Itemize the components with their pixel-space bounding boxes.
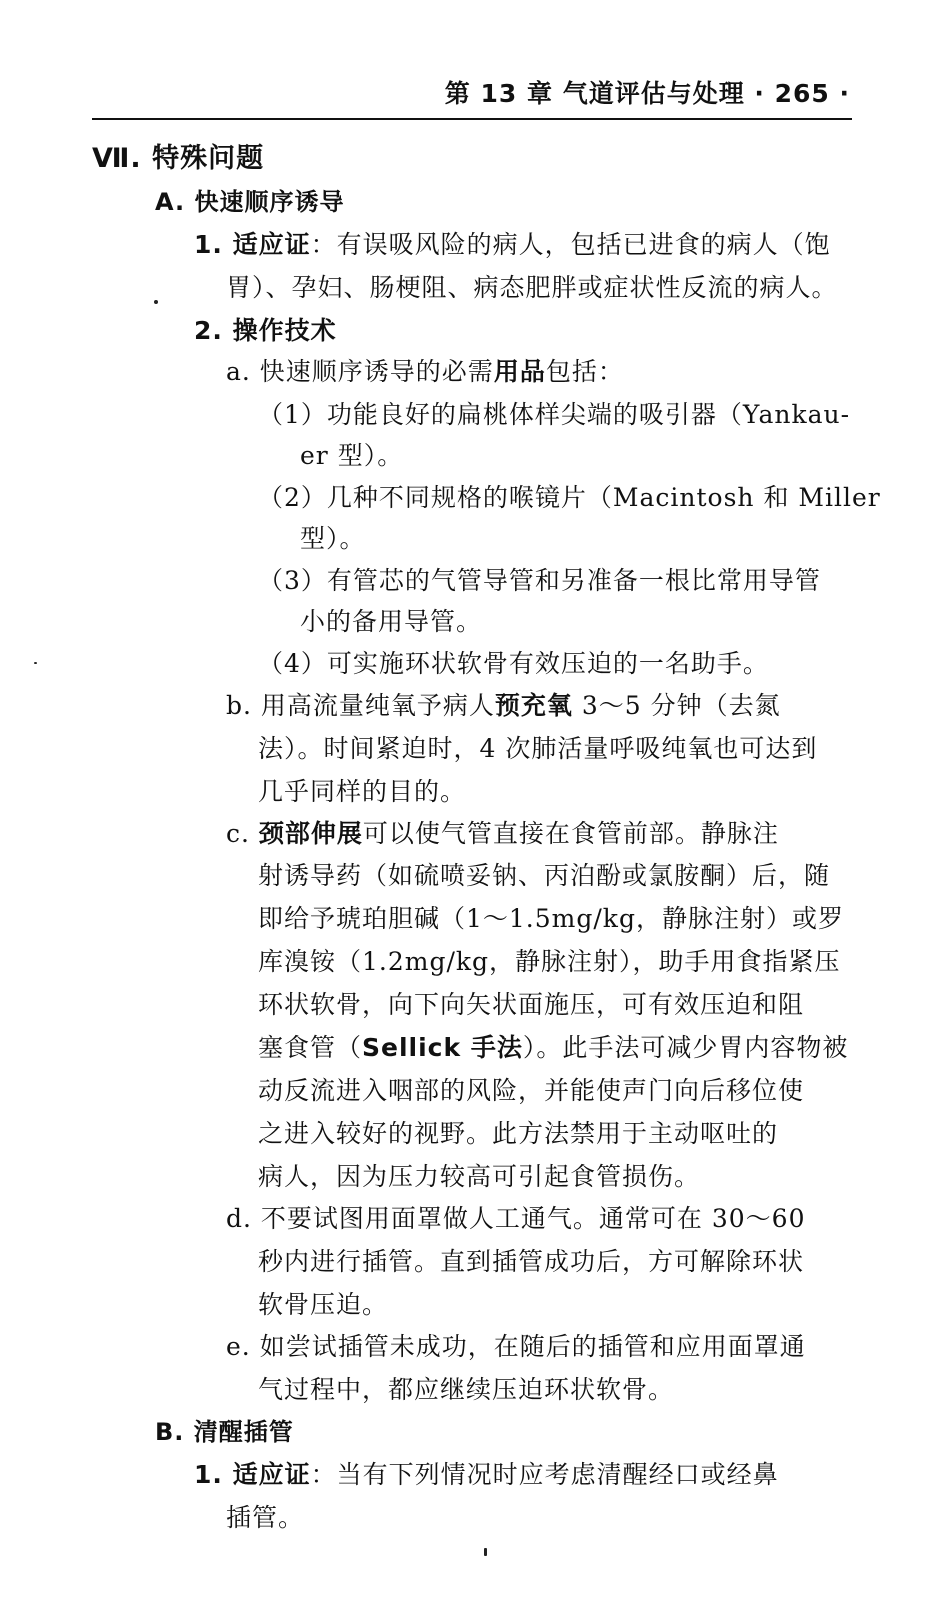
item-b-bold: 预充氧: [494, 691, 573, 720]
sub-2-line-1: （2）几种不同规格的喉镜片（Macintosh 和 Miller: [258, 483, 881, 512]
item-c-line-2: 射诱导药（如硫喷妥钠、丙泊酚或氯胺酮）后，随: [258, 861, 831, 890]
a1-text-1: ：有误吸风险的病人，包括已进食的病人（饱: [310, 230, 831, 259]
item-c-l6-tail: ）。此手法可减少胃内容物被: [522, 1033, 849, 1062]
item-c-l6-bold: Sellick 手法: [362, 1033, 523, 1062]
item-d-line-3: 软骨压迫。: [258, 1290, 389, 1319]
b1-label: 1. 适应证: [194, 1460, 311, 1489]
scan-speck: [484, 1548, 487, 1556]
sub-2-line-2: 型）。: [300, 524, 366, 553]
sub-1-line-1: （1）功能良好的扁桃体样尖端的吸引器（Yankau-: [258, 400, 851, 429]
item-a-line-1: [226, 356, 624, 388]
item-c-line-7: 动反流进入咽部的风险，并能使声门向后移位使: [258, 1076, 805, 1105]
item-c-line-8: 之进入较好的视野。此方法禁用于主动呕吐的: [258, 1119, 779, 1148]
item-b-tail: 3～5 分钟（去氮: [572, 691, 781, 720]
a1-label: 1. 适应证: [194, 230, 311, 259]
item-b-line-2: 法）。时间紧迫时，4 次肺活量呼吸纯氧也可达到: [258, 734, 818, 763]
item-d-line-1: d. 不要试图用面罩做人工通气。通常可在 30～60: [226, 1204, 806, 1233]
item-c-line-3: 即给予琥珀胆碱（1～1.5mg/kg，静脉注射）或罗: [258, 904, 844, 933]
running-header: 第 13 章 气道评估与处理 · 265 ·: [444, 79, 850, 108]
item-a-tail: 包括：: [545, 357, 624, 386]
item-b-line-3: 几乎同样的目的。: [258, 777, 467, 806]
item-a-text: a. 快速顺序诱导的必需: [226, 357, 494, 386]
scan-speck: [154, 300, 158, 304]
a2-heading: 2. 操作技术: [194, 316, 337, 345]
item-c-line-1: [226, 818, 779, 850]
item-c-l6-text: 塞食管（: [258, 1033, 363, 1062]
item-c-letter: c.: [226, 819, 259, 848]
subsection-a-heading: A. 快速顺序诱导: [155, 188, 345, 216]
item-c-line-9: 病人，因为压力较高可引起食管损伤。: [258, 1162, 701, 1191]
item-e-line-1: e. 如尝试插管未成功，在随后的插管和应用面罩通: [226, 1332, 806, 1361]
item-c-line-4: 库溴铵（1.2mg/kg，静脉注射），助手用食指紧压: [258, 947, 841, 976]
item-c-bold: 颈部伸展: [258, 819, 363, 848]
b1-line-1: [194, 1459, 779, 1491]
sub-3-line-2: 小的备用导管。: [300, 607, 483, 636]
item-d-line-2: 秒内进行插管。直到插管成功后，方可解除环状: [258, 1247, 805, 1276]
item-e-line-2: 气过程中，都应继续压迫环状软骨。: [258, 1375, 675, 1404]
item-b-text: b. 用高流量纯氧予病人: [226, 691, 495, 720]
item-c-line-5: 环状软骨，向下向矢状面施压，可有效压迫和阻: [258, 990, 805, 1019]
subsection-b-heading: B. 清醒插管: [155, 1418, 294, 1446]
header-rule: [92, 118, 852, 120]
sub-1-line-2: er 型）。: [300, 441, 404, 470]
section-heading: Ⅶ. 特殊问题: [92, 143, 265, 174]
item-c-tail: 可以使气管直接在食管前部。静脉注: [362, 819, 779, 848]
a1-line-1: [194, 229, 831, 261]
b1-text-1: ：当有下列情况时应考虑清醒经口或经鼻: [310, 1460, 779, 1489]
sub-3-line-1: （3）有管芯的气管导管和另准备一根比常用导管: [258, 566, 821, 595]
item-b-line-1: [226, 690, 781, 722]
item-a-bold: 用品: [493, 357, 546, 386]
a1-line-2: 胃）、孕妇、肠梗阻、病态肥胖或症状性反流的病人。: [226, 273, 838, 302]
b1-line-2: 插管。: [226, 1503, 305, 1532]
scan-speck: [34, 662, 37, 664]
sub-4-line-1: （4）可实施环状软骨有效压迫的一名助手。: [258, 649, 769, 678]
item-c-line-6: [258, 1032, 848, 1064]
